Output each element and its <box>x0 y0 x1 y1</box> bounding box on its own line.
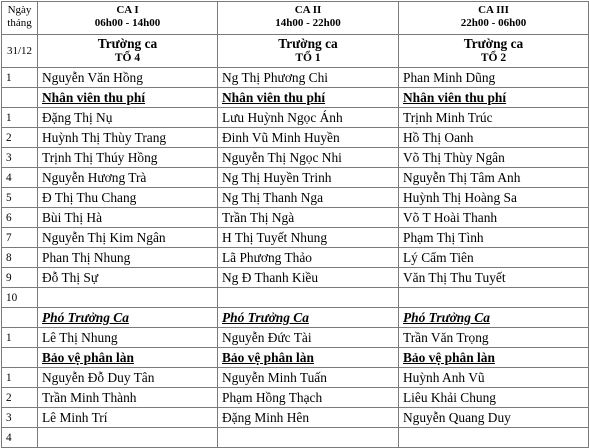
name-cell: Đặng Minh Hên <box>218 408 399 428</box>
table-row <box>2 188 589 208</box>
name-cell: Võ Thị Thùy Ngân <box>399 148 589 168</box>
row-index: 5 <box>2 188 38 208</box>
name-cell: Đặng Thị Nụ <box>38 108 218 128</box>
name-cell: Trần Thị Ngà <box>218 208 399 228</box>
section-row-deputy <box>2 308 589 328</box>
name-cell: Trịnh Thị Thúy Hồng <box>38 148 218 168</box>
name-cell <box>399 428 589 448</box>
row-index: 2 <box>2 388 38 408</box>
name-cell: Nguyễn Văn Hồng <box>38 68 218 88</box>
name-cell: Đỗ Thị Sự <box>38 268 218 288</box>
row-index <box>2 348 38 368</box>
table-row <box>2 208 589 228</box>
name-cell: Lưu Huỳnh Ngọc Ánh <box>218 108 399 128</box>
table-row <box>2 268 589 288</box>
team-cell-2 <box>218 35 399 68</box>
name-cell: Lý Cẩm Tiên <box>399 248 589 268</box>
table-row <box>2 228 589 248</box>
lead-label: Trường ca <box>463 36 524 51</box>
section-label: Phó Trưởng Ca <box>218 308 399 328</box>
name-cell: Ng Thị Thanh Nga <box>218 188 399 208</box>
name-cell: Ng Thị Huyền Trinh <box>218 168 399 188</box>
name-cell: Đ Thị Thu Chang <box>38 188 218 208</box>
name-cell: Nguyễn Hương Trà <box>38 168 218 188</box>
table-row <box>2 408 589 428</box>
date-cell: 31/12 <box>2 35 38 68</box>
table-row <box>2 148 589 168</box>
shift-header-row <box>2 2 589 35</box>
team-label: TỔ 4 <box>114 52 141 64</box>
name-cell: Liêu Khải Chung <box>399 388 589 408</box>
table-row <box>2 328 589 348</box>
name-cell: Ng Đ Thanh Kiều <box>218 268 399 288</box>
section-label: Bảo vệ phân làn <box>218 348 399 368</box>
name-cell: Lê Thị Nhung <box>38 328 218 348</box>
table-row <box>2 288 589 308</box>
row-index: 8 <box>2 248 38 268</box>
shift-header-1 <box>38 2 218 35</box>
name-cell: Huỳnh Thị Thùy Trang <box>38 128 218 148</box>
row-index: 1 <box>2 368 38 388</box>
section-label: Nhân viên thu phí <box>38 88 218 108</box>
row-index <box>2 308 38 328</box>
name-cell: Phan Minh Dũng <box>399 68 589 88</box>
section-label: Bảo vệ phân làn <box>38 348 218 368</box>
team-header-row <box>2 35 589 68</box>
shift-time: 06h00 - 14h00 <box>94 17 161 29</box>
table-row <box>2 168 589 188</box>
section-label: Phó Trưởng Ca <box>38 308 218 328</box>
table-row <box>2 428 589 448</box>
table-row <box>2 248 589 268</box>
name-cell: H Thị Tuyết Nhung <box>218 228 399 248</box>
section-label: Nhân viên thu phí <box>218 88 399 108</box>
table-row <box>2 368 589 388</box>
table-row <box>2 388 589 408</box>
shift-name: CA III <box>478 4 509 16</box>
name-cell: Nguyễn Quang Duy <box>399 408 589 428</box>
name-cell: Phạm Hồng Thạch <box>218 388 399 408</box>
section-row-toll-staff <box>2 88 589 108</box>
team-cell-1 <box>38 35 218 68</box>
row-index: 9 <box>2 268 38 288</box>
name-cell: Trần Văn Trọng <box>399 328 589 348</box>
name-cell: Nguyễn Đức Tài <box>218 328 399 348</box>
shift-header-3 <box>399 2 589 35</box>
name-cell: Huỳnh Thị Hoàng Sa <box>399 188 589 208</box>
table-row <box>2 68 589 88</box>
name-cell: Võ T Hoài Thanh <box>399 208 589 228</box>
shift-name: CA I <box>116 4 139 16</box>
name-cell: Lã Phương Thảo <box>218 248 399 268</box>
lead-label: Trường ca <box>97 36 158 51</box>
table-row <box>2 128 589 148</box>
day-month-label: Ngày tháng <box>2 2 38 35</box>
team-label: TỔ 1 <box>295 52 321 64</box>
row-index: 4 <box>2 428 38 448</box>
name-cell: Lê Minh Trí <box>38 408 218 428</box>
team-label: TỔ 2 <box>480 52 507 64</box>
name-cell: Văn Thị Thu Tuyết <box>399 268 589 288</box>
shift-name: CA II <box>294 4 322 16</box>
name-cell: Nguyễn Thị Kim Ngân <box>38 228 218 248</box>
name-cell: Trịnh Minh Trúc <box>399 108 589 128</box>
name-cell <box>38 288 218 308</box>
shift-time: 14h00 - 22h00 <box>275 17 341 29</box>
row-index: 7 <box>2 228 38 248</box>
shift-header-2 <box>218 2 399 35</box>
row-index: 1 <box>2 68 38 88</box>
name-cell: Trần Minh Thành <box>38 388 218 408</box>
team-cell-3 <box>399 35 589 68</box>
row-index: 4 <box>2 168 38 188</box>
name-cell: Đinh Vũ Minh Huyền <box>218 128 399 148</box>
schedule-table <box>1 1 589 448</box>
name-cell <box>218 288 399 308</box>
row-index: 6 <box>2 208 38 228</box>
row-index: 1 <box>2 328 38 348</box>
section-label: Bảo vệ phân làn <box>399 348 589 368</box>
name-cell: Nguyễn Thị Tâm Anh <box>399 168 589 188</box>
name-cell: Nguyễn Thị Ngọc Nhi <box>218 148 399 168</box>
section-label: Nhân viên thu phí <box>399 88 589 108</box>
row-index: 2 <box>2 128 38 148</box>
name-cell: Nguyễn Minh Tuấn <box>218 368 399 388</box>
name-cell: Nguyễn Đỗ Duy Tân <box>38 368 218 388</box>
shift-time: 22h00 - 06h00 <box>460 17 527 29</box>
name-cell <box>218 428 399 448</box>
row-index: 10 <box>2 288 38 308</box>
section-row-security <box>2 348 589 368</box>
name-cell: Hồ Thị Oanh <box>399 128 589 148</box>
name-cell: Phạm Thị Tình <box>399 228 589 248</box>
row-index: 3 <box>2 148 38 168</box>
name-cell: Ng Thị Phương Chi <box>218 68 399 88</box>
name-cell: Huỳnh Anh Vũ <box>399 368 589 388</box>
name-cell: Phan Thị Nhung <box>38 248 218 268</box>
row-index <box>2 88 38 108</box>
row-index: 1 <box>2 108 38 128</box>
section-label: Phó Trưởng Ca <box>399 308 589 328</box>
table-row <box>2 108 589 128</box>
name-cell <box>399 288 589 308</box>
name-cell: Bùi Thị Hà <box>38 208 218 228</box>
lead-label: Trường ca <box>278 36 338 51</box>
row-index: 3 <box>2 408 38 428</box>
name-cell <box>38 428 218 448</box>
